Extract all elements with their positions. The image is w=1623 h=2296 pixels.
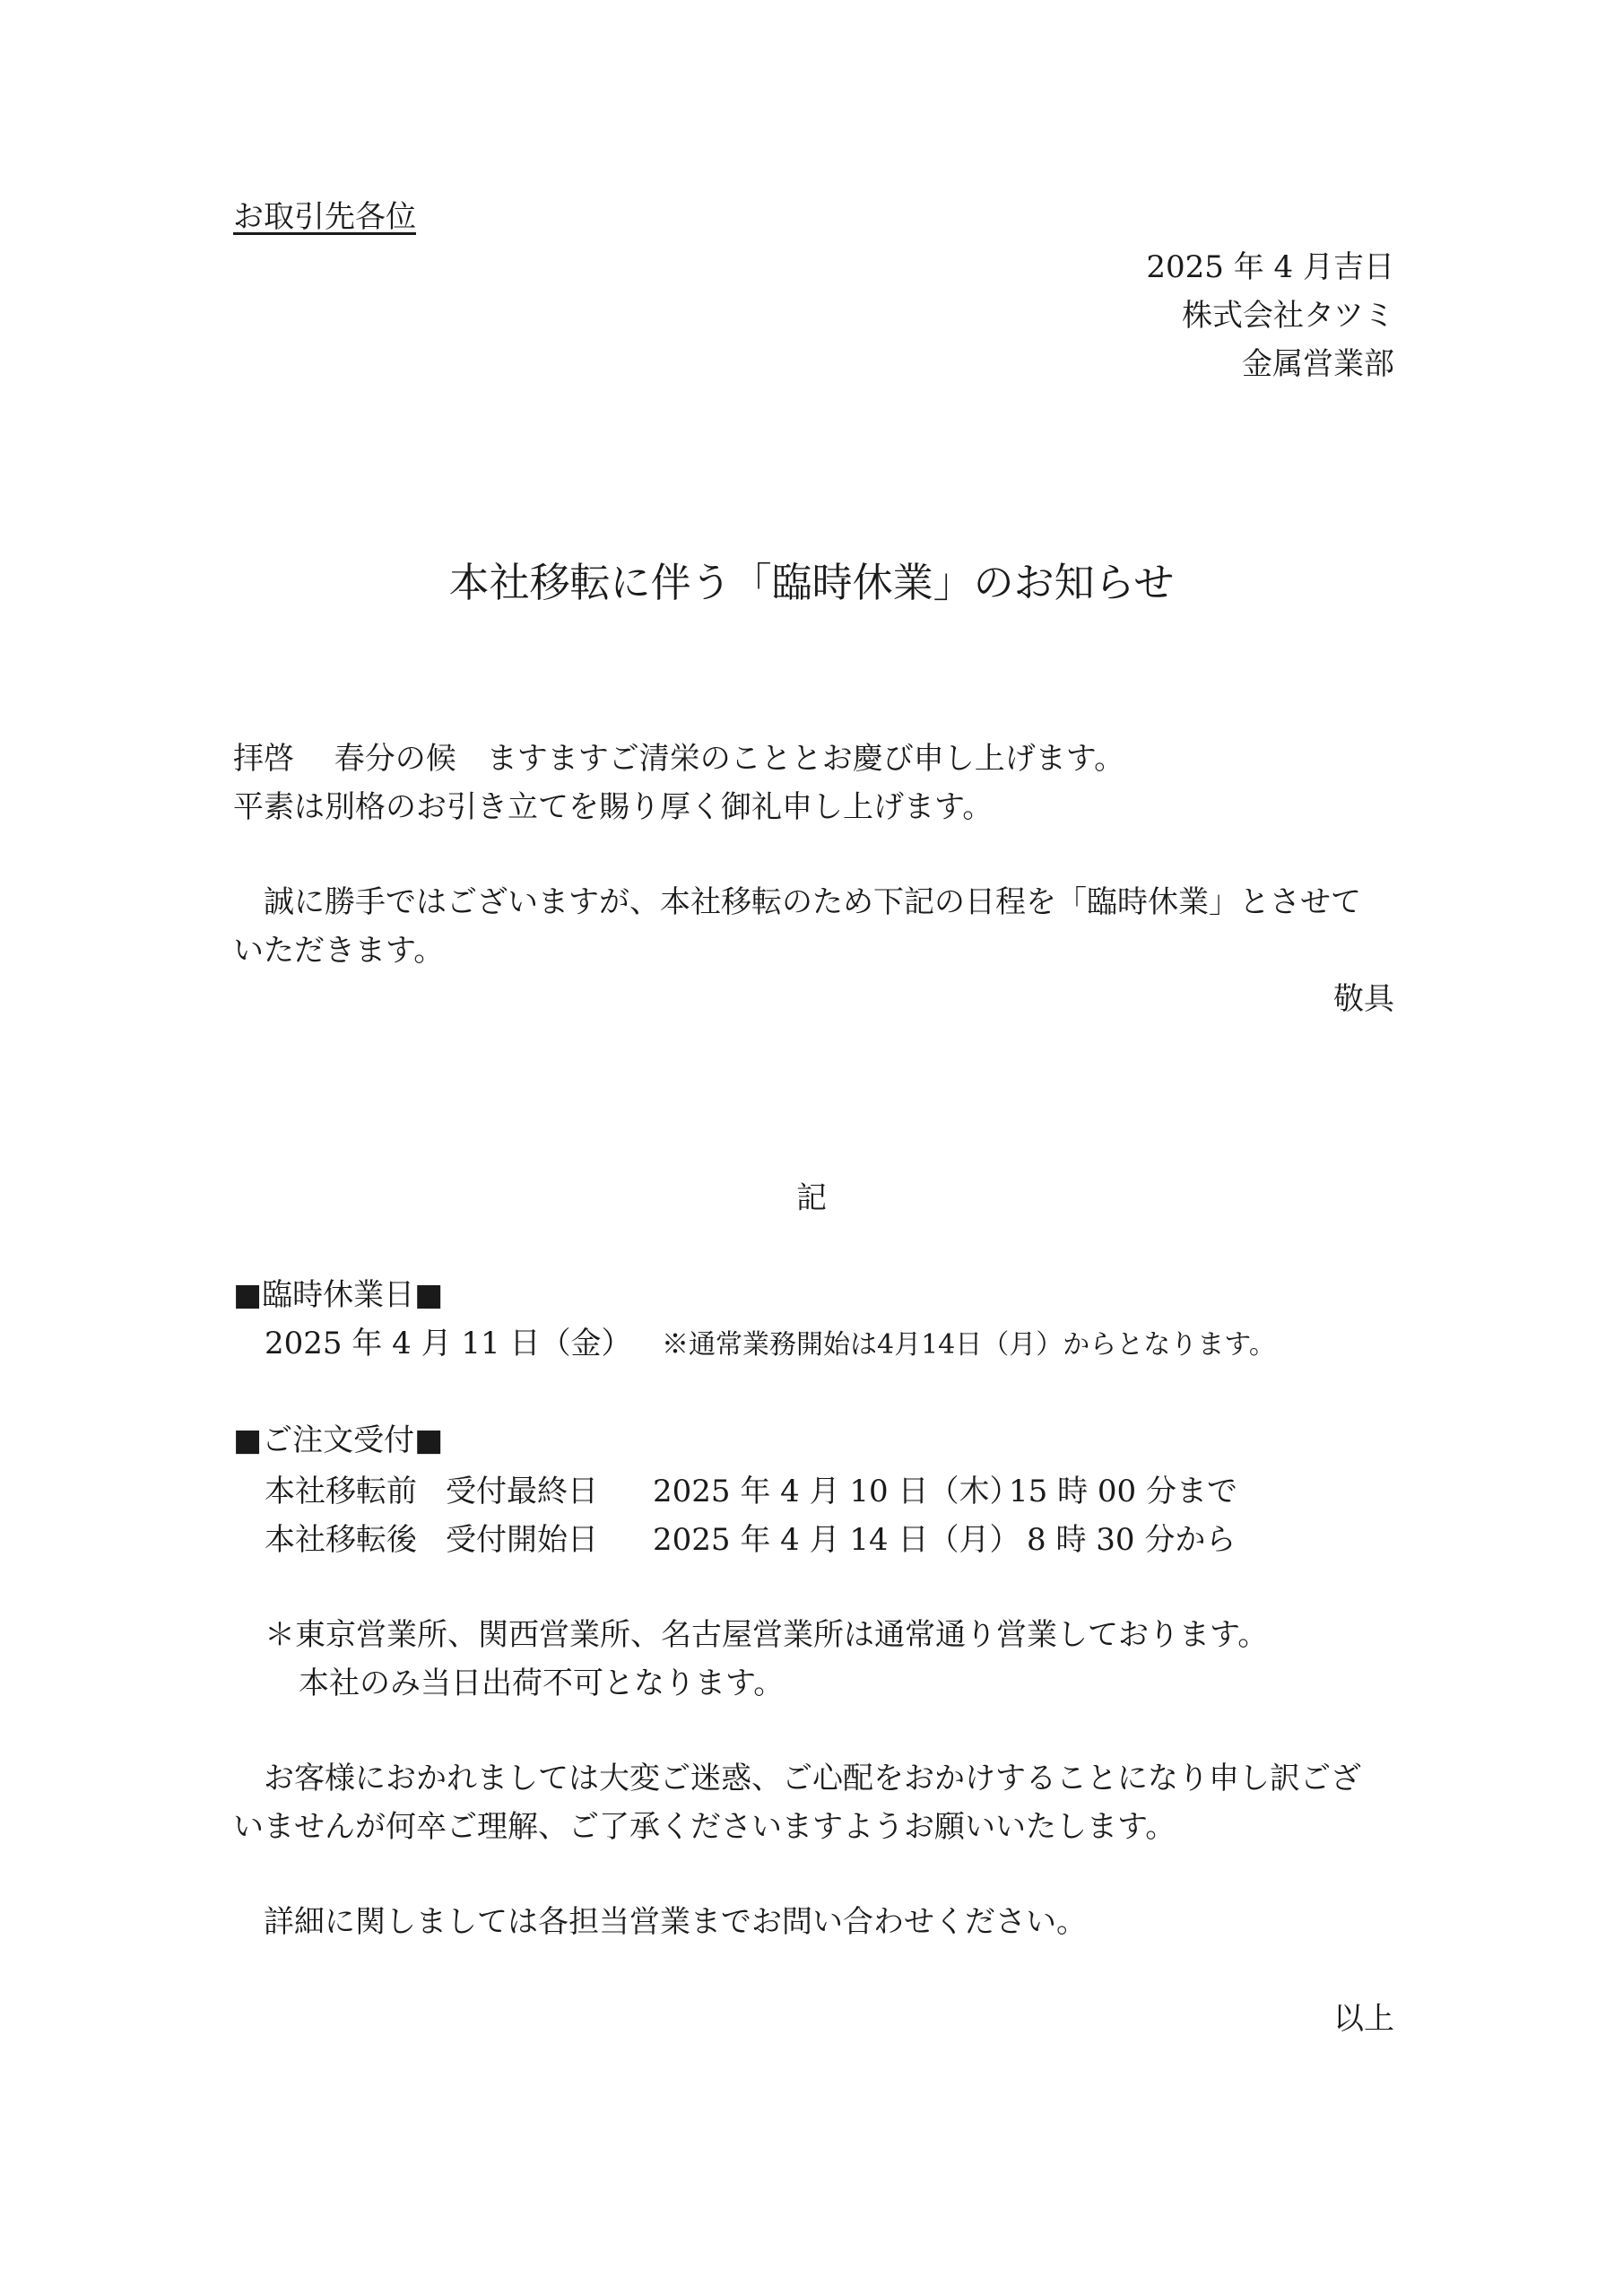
branch-note-line-2: 本社のみ当日出荷不可となります。 [299,1665,785,1701]
order-row-date: 2025 年 4 月 14 日（月） [653,1522,1020,1558]
order-row-time: 15 時 00 分まで [1009,1474,1237,1509]
issue-date: 2025 年 4 月吉日 [1146,249,1394,285]
apology-line-2: いませんが何卒ご理解、ご了承くださいますようお願いいたします。 [233,1809,1176,1845]
order-row-label: 本社移転後 [265,1522,417,1558]
order-row-label: 本社移転前 [265,1474,417,1509]
contact-line: 詳細に関しましては各担当営業までお問い合わせください。 [233,1904,1087,1940]
department-name: 金属営業部 [1242,346,1394,382]
order-row-type: 受付最終日 [446,1474,598,1509]
apology-line-1: お客様におかれましては大変ご迷惑、ご心配をおかけすることになり申し訳ござ [233,1761,1361,1796]
main-text-line-1: 誠に勝手ではございますが、本社移転のため下記の日程を「臨時休業」とさせて [233,884,1361,920]
orders-heading: ■ご注文受付■ [233,1422,444,1458]
record-heading: 記 [796,1180,827,1216]
closing-word: 敬具 [1333,981,1394,1017]
document-title: 本社移転に伴う「臨時休業」のお知らせ [448,559,1175,606]
addressee: お取引先各位 [233,199,416,235]
end-mark: 以上 [1333,2001,1394,2037]
closure-heading: ■臨時休業日■ [233,1277,444,1313]
branch-note-line-1: ＊東京営業所、関西営業所、名古屋営業所は通常通り営業しております。 [265,1617,1269,1653]
order-row-type: 受付開始日 [446,1522,598,1558]
greeting-line-2: 平素は別格のお引き立てを賜り厚く御礼申し上げます。 [233,789,994,825]
main-text-line-2: いただきます。 [233,933,445,969]
order-row-time: 8 時 30 分から [1027,1522,1237,1558]
closure-date: 2025 年 4 月 11 日（金） [265,1326,632,1361]
company-name: 株式会社タツミ [1182,298,1394,334]
order-row-date: 2025 年 4 月 10 日（木） [653,1474,1020,1509]
closure-note: ※通常業務開始は4月14日（月）からとなります。 [662,1329,1276,1361]
greeting-line-1: 拝啓 春分の候 ますますご清栄のこととお慶び申し上げます。 [233,741,1125,777]
